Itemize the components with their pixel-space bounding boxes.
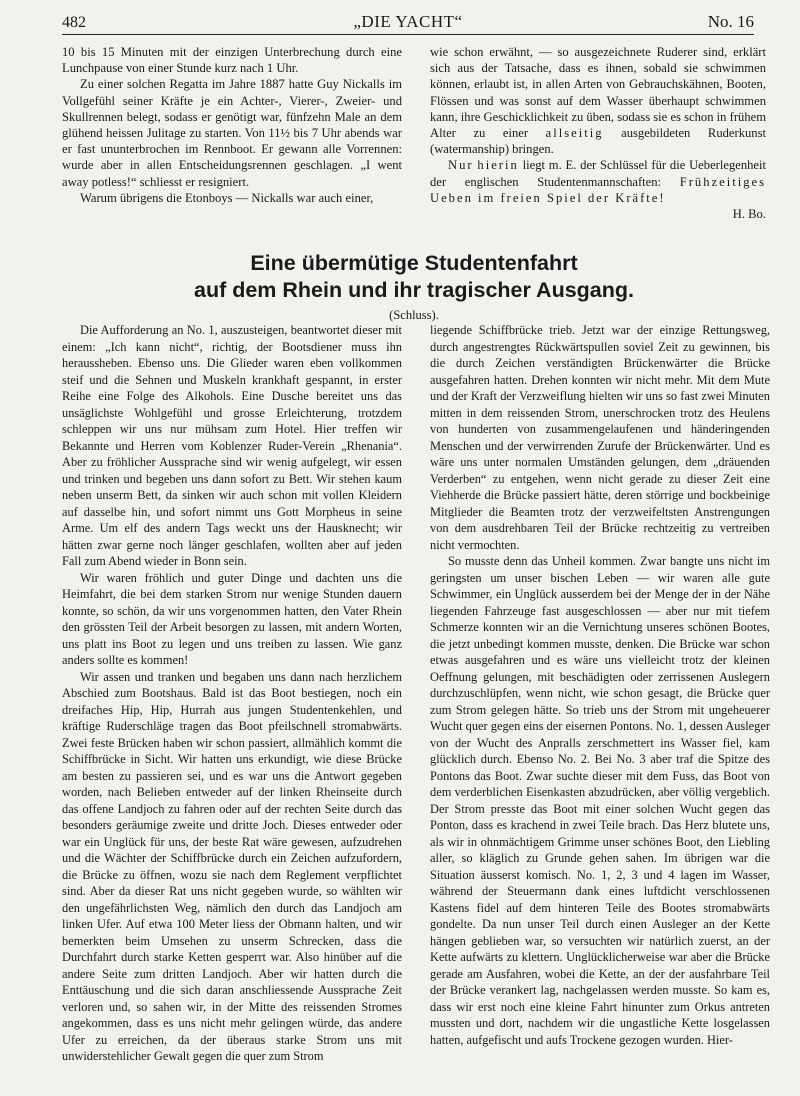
running-head xyxy=(62,10,754,35)
top-right-column xyxy=(430,44,766,222)
article-subtitle: (Schluss). xyxy=(389,308,439,322)
article-header xyxy=(62,250,766,323)
paragraph: Wir waren fröhlich und guter Dinge und dachten uns die Heimfahrt, die bei dem starken Strom nur wenige Stunden dauern konnte, so schön, da wir uns vorgenommen hatten, den Vater Rhein den grössten Teil der Arbeit besorgen zu lassen, mit andern Worten, uns platt ins Boot zu legen und uns treiben zu lassen. Wie ganz anders sollte es kommen! xyxy=(62,570,402,667)
paragraph: Warum übrigens die Etonboys — Nickalls war auch einer, xyxy=(80,190,374,205)
paragraph: So musste denn das Unheil kommen. Zwar bangte uns nicht im geringsten um unser bischen Leben — wir waren alle gute Schwimmer, ein Unglück ausserdem bei der Menge der in der Nähe liegenden Fahrzeuge fast ausgeschlossen — aber nur mit tiefem Schmerze konnten wir an die Vernichtung unseres schönen Bootes, die jetzt unbedingt kommen musste, denken. Die Brücke war schon etwas ausgefahren und es wäre uns vielleicht trotz der kleinen Oeffnung gelungen, mit beschädigten oder zerrissenen Auslegern durchzuschlüpfen, wenn nicht, wie schon gesagt, die Brücke quer zum Strom gelegen hätte. So trieb uns der Strom mit ungeheuerer Wucht quer gegen eins der eisernen Pontons. No. 1, dessen Ausleger von der Wucht des Anpralls zerschmettert ins Wasser fiel, kam glücklich durch. Ebenso No. 2. Bei No. 3 aber traf die Spitze des Pontons das Boot. Zwar suchte dieser mit dem Fuss, das Boot von dem verderblichen Eisenkasten abzudrücken, aber völlig vergeblich. Der Strom presste das Boot mit einer solchen Wucht gegen das Ponton, dass es krachend in zwei Teile brach. Das Herz blutete uns, als wir in ohnmächtigem Grimme unser schönes Boot, den Liebling aller, so kläglich zu Grunde gehen sahen. Im übrigen war die Situation äusserst komisch. No. 1, 2, 3 und 4 lagen im Wasser, während der Steuermann dank eines luftdicht verschlossenen Kastens fidel auf dem hinteren Teile des Bootes stromabwärts gondelte. Da nun unser Teil durch einen Ausleger an der Kette hängen geblieben war, so versuchten wir natürlich zuerst, an der Kette aufwärts zu klettern. Unglücklicherweise war aber die Brücke gerade am Ausfahren, wobei die Kette, an der der ausfahrbare Teil der Brücke verankert lag, nachgelassen werden musste. So kam es, dass wir erst noch eine kleine Fahrt hinunter zum Orkus antreten mussten und dort, nachdem wir die ungastliche Kette losgelassen hatten, aufgefischt und aufs Trockene gezogen wurden. Hier- xyxy=(430,554,770,1047)
issue-number: No. 16 xyxy=(707,12,754,31)
article-title-line-1: Eine übermütige Studentenfahrt xyxy=(250,251,578,275)
text-run: wie schon erwähnt, — so ausgezeichnete Ruderer sind, erklärt sich aus der Tatsache, dass es ihnen, sobald sie schwimmen können, erlaubt ist, in allen Arten von Gebrauchskähnen, Booten, Flössen und was sonst auf dem Wasser überhaupt schwimmen kann, ihre Geschicklichkeit zu üben, sodass sie es schon in frühem Alter zu einer xyxy=(430,45,766,141)
paragraph: liegende Schiffbrücke trieb. Jetzt war der einzige Rettungsweg, durch angestrengtes Rückwärtspullen soviel Zeit zu gewinnen, bis die durch Zeichen verständigten Brückenwärter die Brücke ausgefahren hatten. Drehen konnten wir nicht mehr. Mit dem Mute und der Kraft der Verzweiflung hielten wir uns so fast zwei Minuten mitten in dem reissenden Strom, unerschrocken trotz des Heulens von hunderten von zusammengelaufenen und händeringenden Menschen und der verwirrenden Zurufe der Brückenwärter. Und es wäre uns unter normalen Umständen gelungen, dem „dräuenden Verderben“ zu entgehen, wenn nicht gerade zu dieser Zeit eine Viehherde die Brücke passiert hätte, deren störrige und bockbeinige Mitglieder die Beamten trotz der verzweifeltsten Anstrengungen von dem ausdrehbaren Teil der Brücke rechtzeitig zu vertreiben nicht vermochten. xyxy=(430,323,770,552)
paragraph: Wir assen und tranken und begaben uns dann nach herzlichem Abschied zum Bootshaus. Bald ist das Boot bestiegen, noch ein dreifaches Hip, Hip, Hurrah aus jungen Studentenkehlen, und kräftige Ruderschläge tragen das Boot pfeilschnell stromabwärts. Zwei feste Brücken haben wir schon passiert, allmählich kommt die Schiffbrücke in Sicht. Wir hatten uns erkundigt, wie diese Brücke am besten zu passieren sei, und es war uns die Antwort gegeben worden, nach Belieben entweder auf der linken Rheinseite durch das offene Landjoch zu fahren oder auf der rechten Seite durch das besonders geräumige zweite und dritte Joch. Dieses entweder oder war ein Unglück für uns, der beste Rat wäre gewesen, aufzudrehen und die Wächter der Schiffbrücke durch ein Zeichen aufzufordern, die Brücke zu öffnen, wozu sie nach dem Reglement verpflichtet sind. Aber da dieser Rat uns nicht gegeben wurde, so wählten wir den ungefährlichsten Weg, nämlich den durch das Landjoch am linken Ufer. Auf etwa 100 Meter liess der Obmann halten, und wir bemerkten beim Umsehen zu unserm Schrecken, dass die Durchfahrt durch starke Ketten gesperrt war. Also hinüber auf die andere Seite zum dritten Landjoch. Aber wir hatten durch die Enttäuschung und die sich daran anschliessende Aussprache Zeit verloren und, so sahen wir, in der Mitte des reissenden Stromes angekommen, dass es uns nicht mehr gelingen würde, das andere Ufer zu erreichen, da der überaus starke Strom uns mit unwiderstehlicher Gewalt gegen die quer zum Strom xyxy=(62,669,402,1063)
paragraph: 10 bis 15 Minuten mit der einzigen Unterbrechung durch eine Lunchpause von einer Stunde kurz nach 1 Uhr. xyxy=(62,45,402,76)
text-run: liegt m. E. der Schlüssel für die Ueberlegenheit der englischen Studentenmannschaften: xyxy=(430,158,767,189)
top-left-column xyxy=(62,44,402,206)
emphasized-text: Frühzeitiges Ueben im freien Spiel der Kräfte! xyxy=(430,174,766,205)
journal-title: „DIE YACHT“ xyxy=(353,12,463,31)
article-right-column xyxy=(430,322,770,1048)
emphasized-text: hierin xyxy=(477,158,519,173)
article-left-column xyxy=(62,322,402,1065)
emphasized-text: Nur xyxy=(448,158,474,173)
emphasized-text: allseitig xyxy=(545,126,604,141)
page-number: 482 xyxy=(62,14,86,31)
paragraph: Zu einer solchen Regatta im Jahre 1887 hatte Guy Nickalls im Vollgefühl seiner Kräfte je ein Achter-, Vierer-, Zweier- und Skullrennen belegt, sodass er genötigt war, fünfzehn Male an dem glühend heissen Julitage zu starten. Von 11½ bis 7 Uhr abends war er fast ununterbrochen im Rennboot. Er gewann alle Vorrennen: wurde aber in allen Entscheidungsrennen geschlagen. „I went away potless!“ schliesst er resigniert. xyxy=(62,77,402,189)
author-signature: H. Bo. xyxy=(732,207,766,222)
paragraph: Die Aufforderung an No. 1, auszusteigen, beantwortet dieser mit einem: „Ich kann nicht“, richtig, der Bootsdiener muss ihn heraussheben. Ebenso uns. Die Glieder waren eben vollkommen steif und die Sehnen und Muskeln krankhaft gespannt, in erster Reihe eine Folge des Alkohols. Eine Dusche bereitet uns das unsäglichste Wohlgefühl und grosse Erleichterung, trotzdem schleppen wir uns nur mühsam zum Hotel. Hier treffen wir Bekannte und Herren vom Koblenzer Ruder-Verein „Rhenania“. Aber zu fröhlicher Aussprache sind wir wenig aufgelegt, wir essen und trinken und begeben uns dann sofort zu Bett. Wir stehen kaum neben unserm Bett, da sinken wir auch schon mit vollen Kleidern auf dasselbe hin, und sofort nimmt uns Gott Morpheus in seine Arme. Um elf des andern Tags weckt uns der Hausknecht; wir hätten zwar gerne noch länger geschlafen, wollten aber auf jeden Fall zum Abend wieder in Bonn sein. xyxy=(62,323,402,568)
paragraph xyxy=(430,44,766,157)
paragraph xyxy=(430,157,766,206)
article-title-line-2: auf dem Rhein und ihr tragischer Ausgang. xyxy=(193,278,634,302)
text-run: ausgebildeten Ruderkunst (watermanship) bringen. xyxy=(430,126,766,157)
